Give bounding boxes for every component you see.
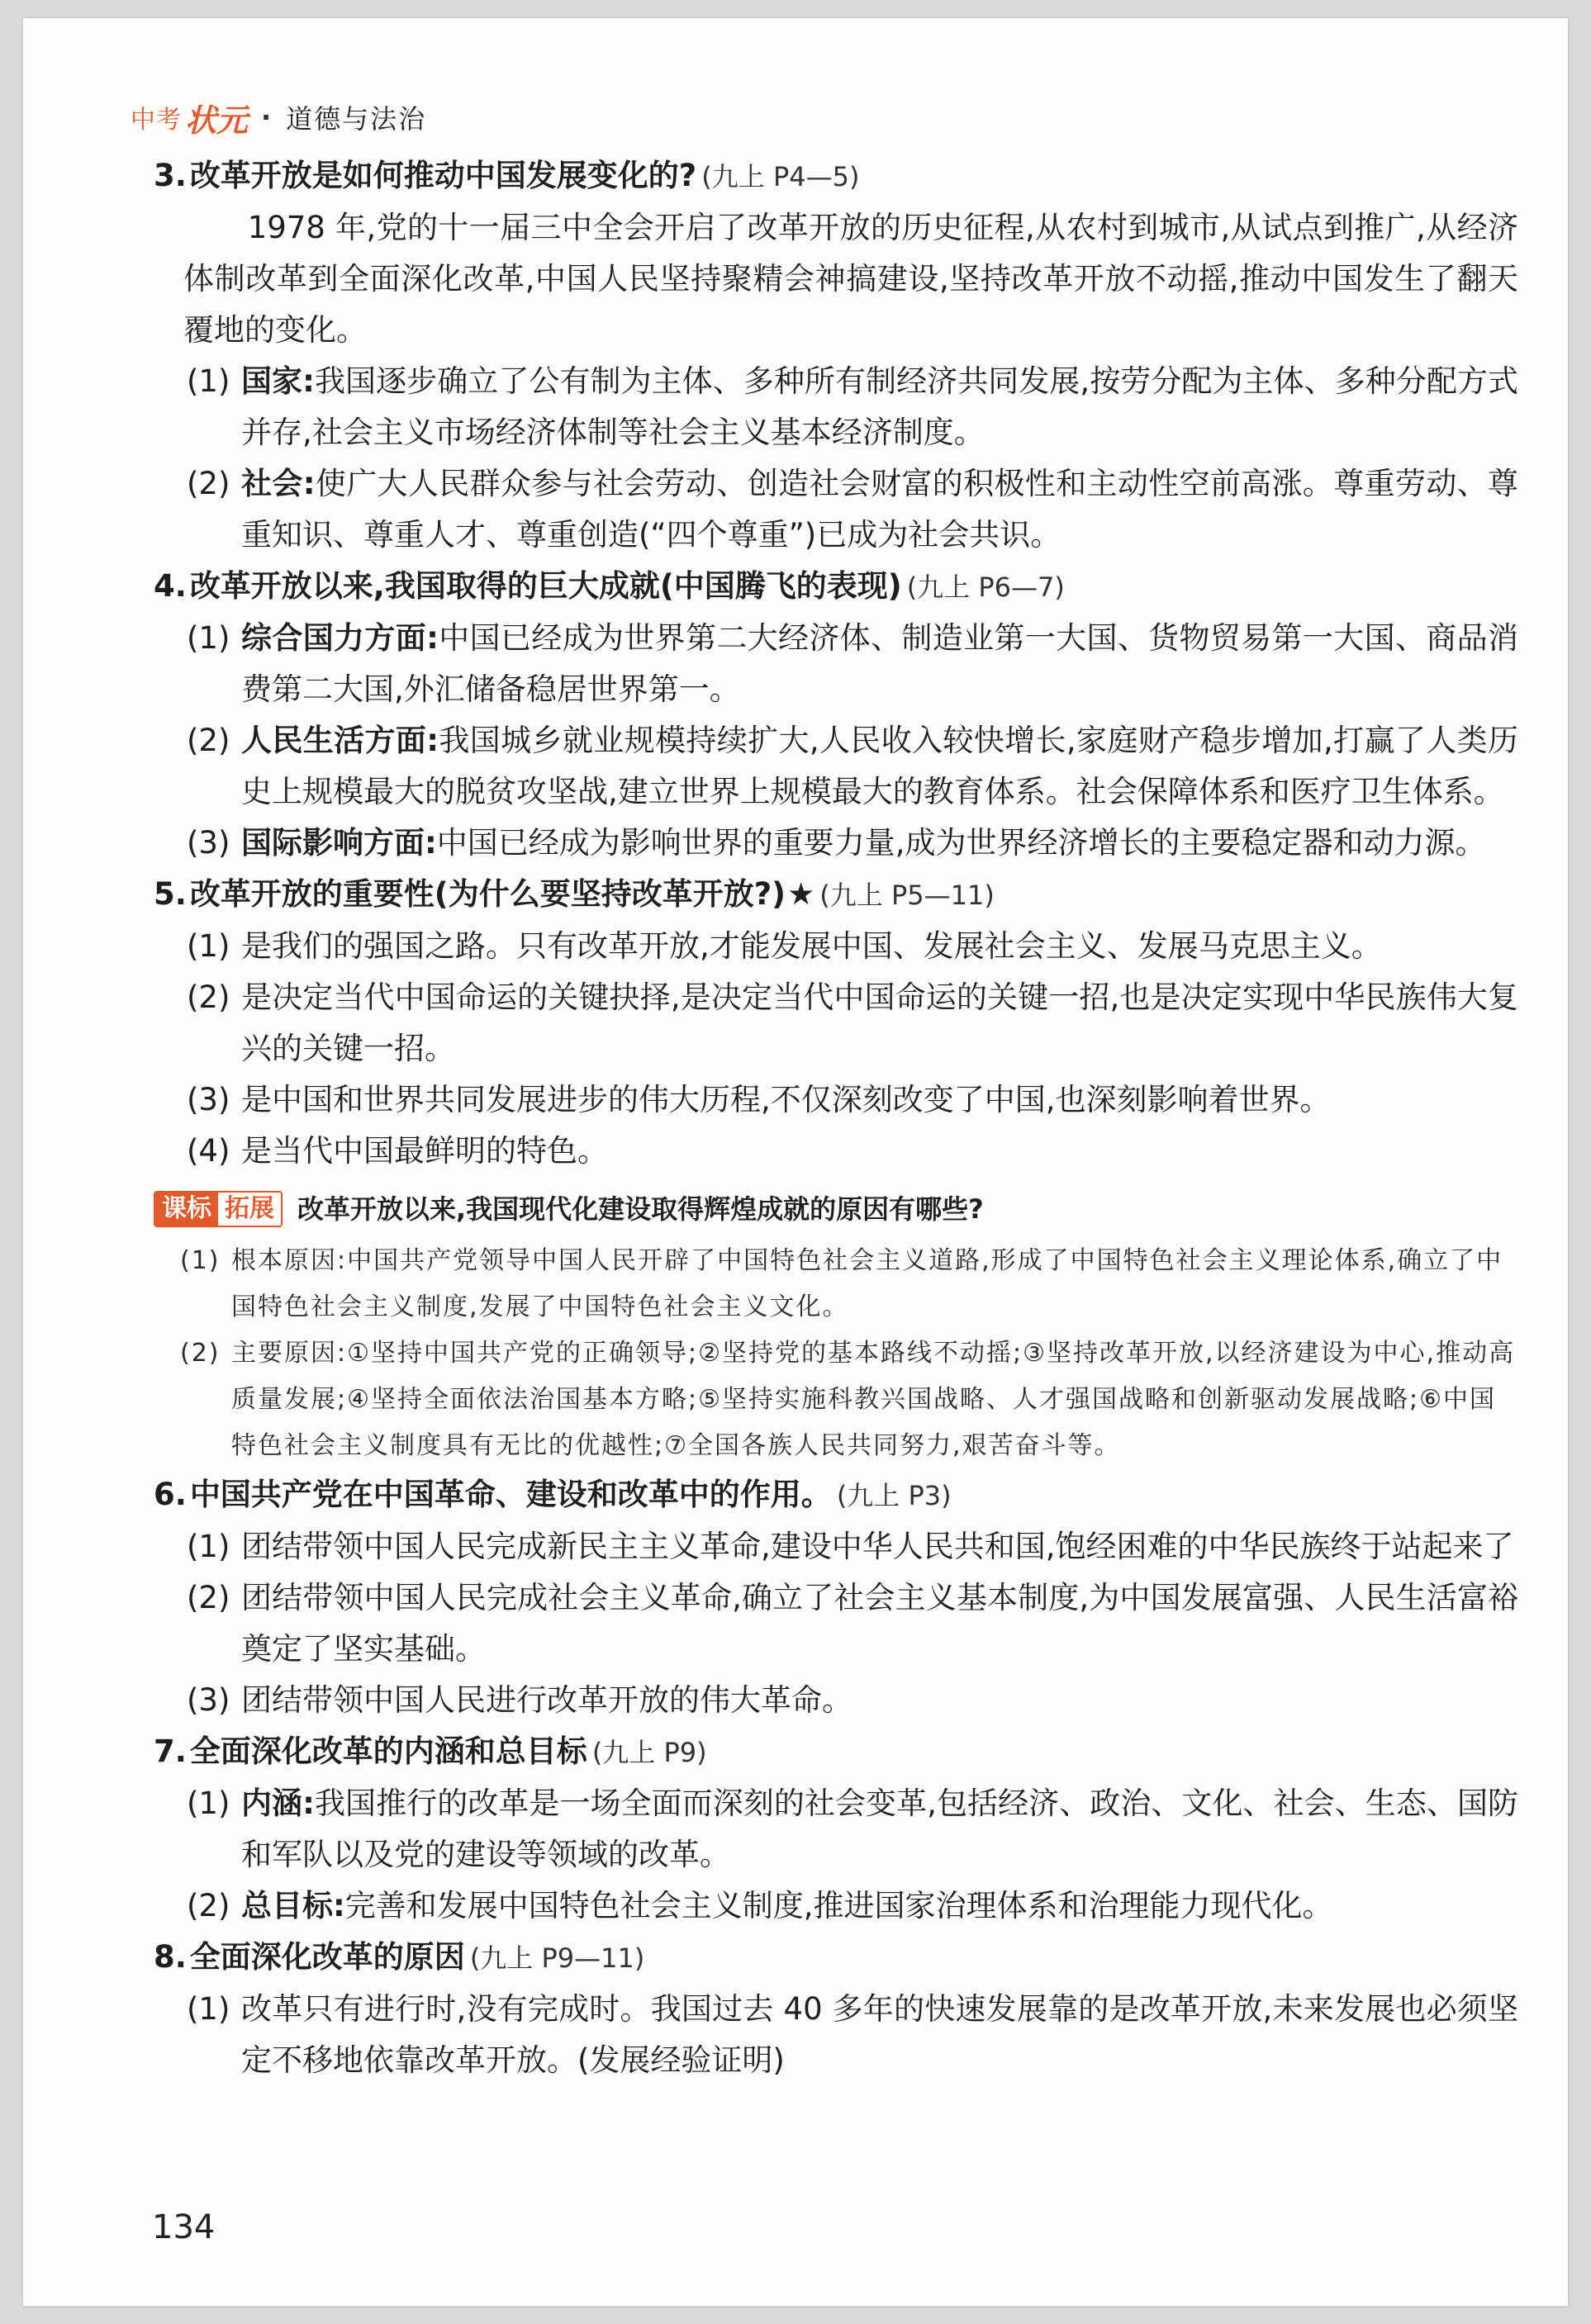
item-index: (3) — [187, 825, 230, 861]
item-index: (1) — [187, 1786, 230, 1821]
item-index: (2) — [187, 466, 230, 501]
section-3-intro: 1978 年,党的十一届三中全会开启了改革开放的历史征程,从农村到城市,从试点到推广,从经济体制改革到全面深化改革,中国人民坚持聚精会神搞建设,坚持改革开放不动摇,推动中国发生了翻天覆地的变化。 — [183, 210, 1518, 348]
section-number: 8. — [154, 1939, 187, 1975]
page-reference: (九上 P3) — [836, 1480, 952, 1511]
item-text: 我国逐步确立了公有制为主体、多种所有制经济共同发展,按劳分配为主体、多种分配方式并存,社会主义市场经济体制等社会主义基本经济制度。 — [241, 363, 1519, 450]
brand-logo-part2: 状元 — [185, 102, 249, 139]
item-keyword: 总目标: — [241, 1888, 345, 1923]
item-text: 是当代中国最鲜明的特色。 — [241, 1133, 608, 1169]
section-title: 全面深化改革的原因 — [189, 1939, 465, 1975]
list-item — [187, 1126, 1518, 1177]
section-5-heading — [154, 869, 1518, 921]
section-4-heading — [154, 561, 1518, 613]
section-7-heading — [154, 1726, 1518, 1778]
star-icon: ★ — [787, 876, 815, 912]
item-text: 改革只有进行时,没有完成时。我国过去 40 多年的快速发展靠的是改革开放,未来发展也必须坚定不移地依靠改革开放。(发展经验证明) — [241, 1991, 1518, 2078]
header-separator: · — [261, 102, 272, 133]
section-title: 改革开放以来,我国取得的巨大成就(中国腾飞的表现) — [189, 568, 902, 604]
item-index: (2) — [180, 1339, 221, 1368]
item-text: 中国已经成为影响世界的重要力量,成为世界经济增长的主要稳定器和动力源。 — [436, 825, 1486, 861]
item-index: (3) — [187, 1682, 230, 1718]
list-item — [187, 921, 1518, 972]
item-keyword: 社会: — [241, 466, 316, 501]
item-text: 团结带领中国人民完成新民主主义革命,建设中华人民共和国,饱经困难的中华民族终于站起来了 — [241, 1529, 1514, 1564]
item-keyword: 人民生活方面: — [241, 723, 439, 758]
item-index: (2) — [187, 723, 230, 758]
item-keyword: 国际影响方面: — [241, 825, 437, 861]
section-title: 中国共产党在中国革命、建设和改革中的作用。 — [189, 1477, 832, 1512]
page-content — [147, 150, 1518, 2086]
page-reference: (九上 P9) — [591, 1737, 707, 1768]
section-title: 改革开放的重要性(为什么要坚持改革开放?) — [189, 876, 786, 912]
extension-title: 改革开放以来,我国现代化建设取得辉煌成就的原因有哪些? — [297, 1193, 984, 1225]
item-text: 团结带领中国人民进行改革开放的伟大革命。 — [241, 1682, 852, 1718]
item-text: 完善和发展中国特色社会主义制度,推进国家治理体系和治理能力现代化。 — [344, 1888, 1333, 1923]
list-item — [187, 1074, 1518, 1126]
page-reference: (九上 P6—7) — [906, 572, 1065, 603]
extension-item — [180, 1238, 1518, 1330]
item-index: (2) — [187, 1580, 230, 1615]
list-item — [187, 1778, 1518, 1881]
item-index: (2) — [187, 979, 230, 1015]
item-text: 团结带领中国人民完成社会主义革命,确立了社会主义基本制度,为中国发展富强、人民生活富裕奠定了坚实基础。 — [241, 1580, 1518, 1667]
page-reference: (九上 P9—11) — [469, 1942, 645, 1974]
page-number: 134 — [152, 2208, 216, 2246]
item-keyword: 内涵: — [241, 1786, 315, 1821]
item-text: 是中国和世界共同发展进步的伟大历程,不仅深刻改变了中国,也深刻影响着世界。 — [241, 1082, 1331, 1117]
list-item — [187, 613, 1518, 715]
item-text: 是我们的强国之路。只有改革开放,才能发展中国、发展社会主义、发展马克思主义。 — [241, 928, 1382, 964]
book-page — [23, 18, 1568, 2306]
section-number: 7. — [154, 1734, 187, 1769]
section-number: 3. — [154, 158, 187, 193]
list-item — [187, 1984, 1518, 2086]
list-item — [187, 715, 1518, 818]
badge-label-a: 课标 — [155, 1193, 218, 1226]
item-index: (1) — [187, 363, 230, 399]
section-number: 6. — [154, 1477, 187, 1512]
item-index: (1) — [187, 620, 230, 656]
list-item — [187, 1675, 1518, 1726]
subject-title: 道德与法治 — [286, 103, 427, 135]
item-text: 是决定当代中国命运的关键抉择,是决定当代中国命运的关键一招,也是决定实现中华民族伟大复兴的关键一招。 — [241, 979, 1518, 1066]
item-index: (1) — [187, 1529, 230, 1564]
list-item — [187, 1572, 1518, 1675]
item-text: 使广大人民群众参与社会劳动、创造社会财富的积极性和主动性空前高涨。尊重劳动、尊重知识、尊重人才、尊重创造(“四个尊重”)已成为社会共识。 — [241, 466, 1519, 553]
item-text: 主要原因:①坚持中国共产党的正确领导;②坚持党的基本路线不动摇;③坚持改革开放,以经济建设为中心,推动高质量发展;④坚持全面依法治国基本方略;⑤坚持实施科教兴国战略、人才强国战略和创新驱动发展战略;⑥中国特色社会主义制度具有无比的优越性;⑦全国各族人民共同努力,艰苦奋斗等。 — [231, 1339, 1516, 1460]
running-header — [131, 92, 426, 142]
item-keyword: 国家: — [241, 363, 315, 399]
section-number: 4. — [154, 568, 187, 604]
section-title: 全面深化改革的内涵和总目标 — [189, 1734, 587, 1769]
extension-heading — [154, 1183, 1518, 1235]
item-text: 根本原因:中国共产党领导中国人民开辟了中国特色社会主义道路,形成了中国特色社会主义理论体系,确立了中国特色社会主义制度,发展了中国特色社会主义文化。 — [231, 1246, 1503, 1321]
list-item — [187, 1521, 1518, 1572]
item-text: 我国城乡就业规模持续扩大,人民收入较快增长,家庭财产稳步增加,打赢了人类历史上规模最大的脱贫攻坚战,建立世界上规模最大的教育体系。社会保障体系和医疗卫生体系。 — [241, 723, 1518, 809]
section-6-heading — [154, 1469, 1518, 1521]
list-item — [187, 972, 1518, 1074]
list-item — [187, 458, 1518, 561]
extension-badge — [154, 1191, 283, 1227]
section-title: 改革开放是如何推动中国发展变化的? — [189, 158, 697, 193]
item-text: 我国推行的改革是一场全面而深刻的社会变革,包括经济、政治、文化、社会、生态、国防和军队以及党的建设等领域的改革。 — [241, 1786, 1519, 1872]
section-number: 5. — [154, 876, 187, 912]
section-3-heading — [154, 150, 1518, 202]
page-reference: (九上 P4—5) — [701, 161, 860, 192]
extension-item — [180, 1330, 1518, 1469]
section-8-heading — [154, 1932, 1518, 1984]
item-index: (1) — [187, 928, 230, 964]
item-index: (1) — [187, 1991, 230, 2027]
brand-logo-part1: 中考 — [131, 106, 182, 135]
item-index: (1) — [180, 1246, 221, 1275]
list-item — [187, 1881, 1518, 1932]
item-index: (2) — [187, 1888, 230, 1923]
page-reference: (九上 P5—11) — [819, 880, 995, 911]
item-index: (3) — [187, 1082, 230, 1117]
item-index: (4) — [187, 1133, 230, 1169]
list-item — [187, 356, 1518, 458]
item-keyword: 综合国力方面: — [241, 620, 439, 656]
badge-label-b: 拓展 — [218, 1193, 281, 1226]
item-text: 中国已经成为世界第二大经济体、制造业第一大国、货物贸易第一大国、商品消费第二大国,外汇储备稳居世界第一。 — [241, 620, 1518, 707]
list-item — [187, 818, 1518, 869]
